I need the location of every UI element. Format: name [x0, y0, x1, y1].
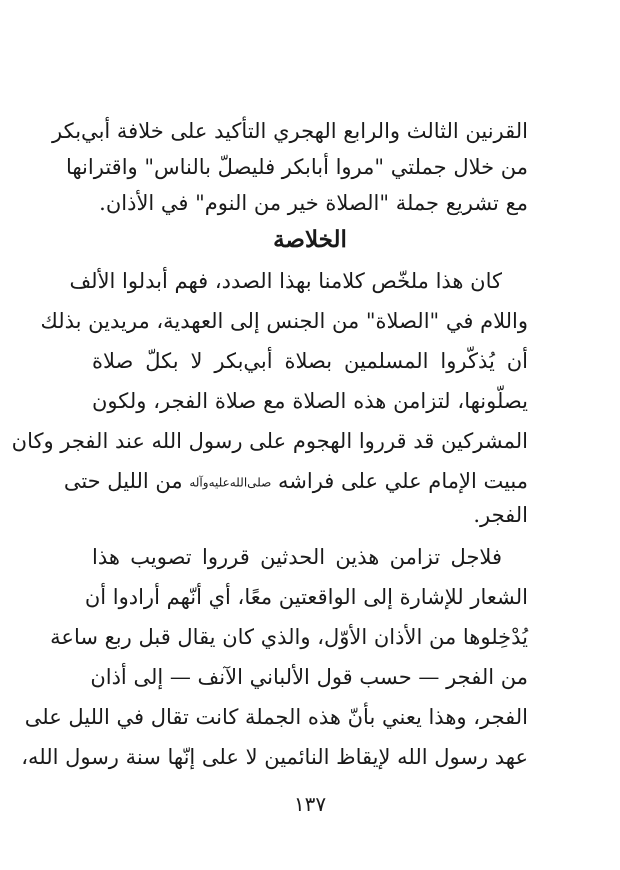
paragraph3-line6: عهد رسول الله لإيقاظ النائمين لا على إنّها سنة رسول الله، [21, 745, 528, 769]
paragraph2-line4: يصلّونها، لتزامن هذه الصلاة مع صلاة الفجر، ولكون [92, 389, 528, 413]
paragraph3-line2: الشعار للإشارة إلى الواقعتين معًا، أي أنّهم أرادوا أن [84, 585, 528, 609]
paragraph3-line4: من الفجر — حسب قول الألباني الآنف — إلى أذان [90, 665, 528, 689]
paragraph2-line7: الفجر. [473, 503, 528, 527]
paragraph3-line5: الفجر، وهذا يعني بأنّ هذه الجملة كانت تقال في الليل على [24, 705, 528, 729]
page-number: ١٣٧ [293, 792, 327, 816]
section-heading: الخلاصة [273, 226, 347, 253]
paragraph2-line3: أن يُذكّروا المسلمين بصلاة أبي‌بكر لا بكلّ صلاة [92, 349, 528, 373]
paragraph3-line3: يُدْخِلوها من الأذان الأوّل، والذي كان يقال قبل ربع ساعة [50, 625, 528, 649]
paragraph1-line2: من خلال جملتي "مروا أبابكر فليصلّ بالناس" واقترانها [65, 155, 528, 179]
paragraph2-line6 [63, 466, 528, 498]
paragraph1-line3: مع تشريع جملة "الصلاة خير من النوم" في الأذان. [99, 191, 528, 215]
paragraph2-line6-end: من الليل حتى [63, 469, 183, 493]
paragraph2-line6-start: مبيت الإمام علي على فراشه [278, 469, 528, 493]
paragraph2-line1: كان هذا ملخّص كلامنا بهذا الصدد، فهم أبدلوا الألف [69, 269, 502, 293]
paragraph1-line1: القرنين الثالث والرابع الهجري التأكيد على خلافة أبي‌بكر [52, 119, 528, 143]
paragraph2-line2: واللام في "الصلاة" من الجنس إلى العهدية، مريدين بذلك [40, 309, 528, 333]
salawat-honorific: صلى‌الله‌عليه‌وآله [189, 475, 272, 490]
paragraph3-line1: فلاجل تزامن هذين الحدثين قرروا تصويب هذا [92, 545, 502, 569]
paragraph2-line5: المشركين قد قرروا الهجوم على رسول الله عند الفجر وكان [11, 429, 528, 453]
